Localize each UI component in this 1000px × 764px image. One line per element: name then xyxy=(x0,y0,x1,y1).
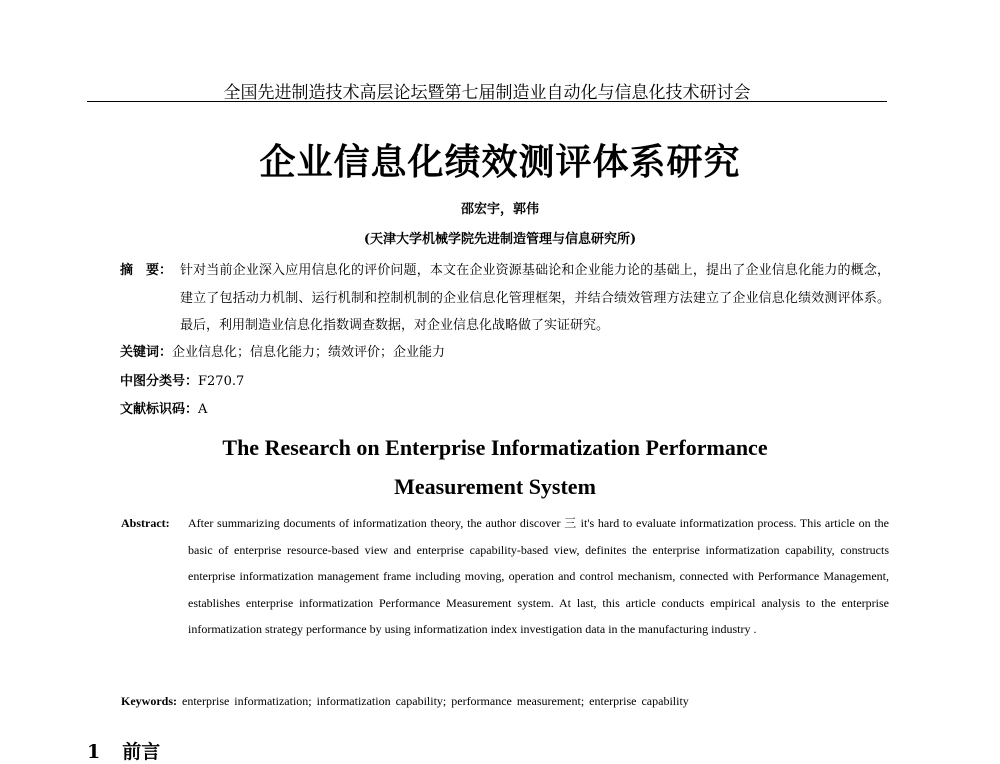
clc-number xyxy=(120,370,244,389)
conference-header: 全国先进制造技术高层论坛暨第七届制造业自动化与信息化技术研讨会 xyxy=(223,83,751,103)
abstract-zh xyxy=(120,257,890,340)
abstract-en-text: After summarizing documents of informatization theory, the author discover 三 it's hard to evaluate informatization process. This article on the basic of enterprise resource-based view and enterprise capability-based view, definites the enterprise informatization capability, constructs enterprise informatization management frame including moving, operation and control mechanism, connected with Performance Management, establishes enterprise informatization Performance Measurement system. At last, this article conducts empirical analysis to the enterprise informatization strategy performance by using informatization index investigation data in the manufacturing industry . xyxy=(188,516,889,636)
keywords-en xyxy=(121,694,689,709)
paper-title-en-line1: The Research on Enterprise Informatization Performance xyxy=(222,435,768,460)
abstract-zh-text: 针对当前企业深入应用信息化的评价问题，本文在企业资源基础论和企业能力论的基础上，提出了企业信息化能力的概念，建立了包括动力机制、运行机制和控制机制的企业信息化管理框架，并结合绩效管理方法建立了企业信息化绩效测评体系。最后，利用制造业信息化指数调查数据，对企业信息化战略做了实证研究。 xyxy=(180,263,890,333)
section-number: 1 xyxy=(87,741,101,763)
paper-title-zh: 企业信息化绩效测评体系研究 xyxy=(259,141,741,183)
doc-code-label: 文献标识码： xyxy=(120,402,199,417)
keywords-en-label: Keywords: xyxy=(121,694,177,708)
section-title: 前言 xyxy=(122,741,161,763)
keywords-en-text: enterprise informatization; informatization capability; performance measurement; enterprise capability xyxy=(182,694,689,708)
authors: 邵宏宇，郭伟 xyxy=(460,202,539,217)
keywords-zh-label: 关键词： xyxy=(120,345,173,360)
header-rule xyxy=(87,101,887,102)
keywords-zh-text: 企业信息化；信息化能力；绩效评价；企业能力 xyxy=(172,345,446,360)
abstract-en-label: Abstract: xyxy=(121,516,170,530)
affiliation: (天津大学机械学院先进制造管理与信息研究所) xyxy=(363,232,637,247)
doc-code-value: A xyxy=(198,402,208,417)
abstract-en xyxy=(121,510,889,643)
paper-title-en-line2: Measurement System xyxy=(394,474,596,499)
clc-label: 中图分类号： xyxy=(120,374,199,389)
paper-title-en xyxy=(0,428,990,506)
clc-value: F270.7 xyxy=(198,374,245,389)
keywords-zh xyxy=(120,341,445,360)
abstract-zh-label: 摘 要： xyxy=(120,263,173,278)
document-code xyxy=(120,398,207,417)
